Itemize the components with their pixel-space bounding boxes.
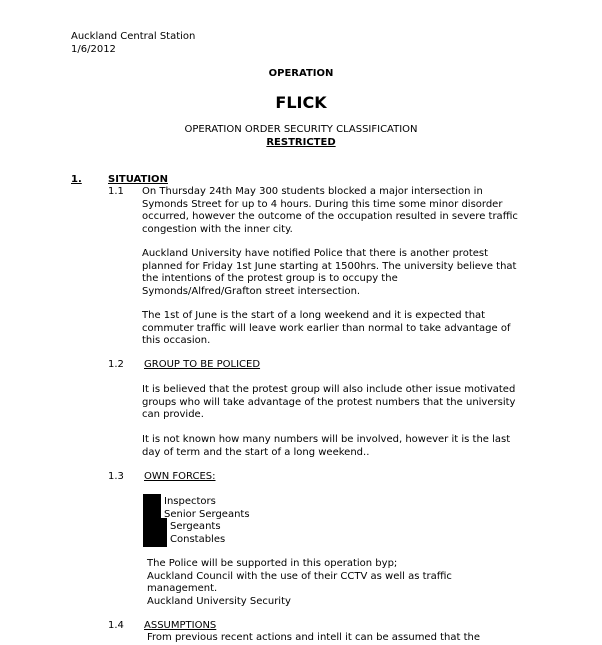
header-location: Auckland Central Station bbox=[71, 31, 196, 42]
subsection-number-1-4: 1.4 bbox=[108, 620, 124, 631]
s12-p2-line: day of term and the start of a long weekend.. bbox=[142, 446, 370, 458]
s12-p1-line: can provide. bbox=[142, 409, 204, 420]
s14-partial-line: From previous recent actions and intell it can be assumed that the bbox=[147, 632, 481, 643]
subsection-heading-1-3: OWN FORCES: bbox=[144, 471, 216, 482]
s11-p2-line: Auckland University have notified Police that there is another protest bbox=[142, 248, 489, 259]
subsection-number-1-2: 1.2 bbox=[108, 359, 124, 370]
forces-item: Constables bbox=[170, 533, 226, 545]
support-line: The Police will be supported in this operation byp; bbox=[147, 558, 398, 569]
redaction-block bbox=[143, 494, 161, 518]
s11-p3-line: The 1st of June is the start of a long weekend and it is expected that bbox=[142, 310, 486, 321]
header-date: 1/6/2012 bbox=[71, 44, 116, 55]
classification-value: RESTRICTED bbox=[266, 137, 336, 148]
section-heading: SITUATION bbox=[108, 174, 168, 185]
s12-p2-line: It is not known how many numbers will be involved, however it is the last bbox=[142, 434, 511, 445]
forces-item: Senior Sergeants bbox=[164, 508, 250, 520]
forces-item: Inspectors bbox=[164, 496, 216, 507]
section-number: 1. bbox=[71, 174, 82, 185]
support-line: management. bbox=[147, 583, 218, 594]
subsection-number-1-3: 1.3 bbox=[108, 471, 124, 482]
subsection-heading-1-2: GROUP TO BE POLICED bbox=[144, 359, 261, 370]
redaction-block bbox=[143, 518, 167, 547]
s12-p1-line: groups who will take advantage of the protest numbers that the university bbox=[142, 396, 516, 408]
subsection-heading-1-4: ASSUMPTIONS bbox=[144, 620, 217, 631]
s11-p2-line: Symonds/Alfred/Grafton street intersection. bbox=[142, 285, 361, 297]
s11-p3-line: this occasion. bbox=[142, 335, 211, 346]
classification-label: OPERATION ORDER SECURITY CLASSIFICATION bbox=[184, 124, 418, 135]
forces-item: Sergeants bbox=[170, 521, 221, 532]
s11-p1-line: Symonds Street for up to 4 hours. During this time some minor disorder bbox=[142, 198, 503, 210]
operation-label: OPERATION bbox=[268, 68, 334, 79]
operation-name: FLICK bbox=[275, 93, 327, 112]
s11-p3-line: commuter traffic will leave work earlier than normal to take advantage of bbox=[142, 322, 511, 334]
s12-p1-line: It is believed that the protest group will also include other issue motivated bbox=[142, 384, 516, 395]
s11-p1-line: On Thursday 24th May 300 students blocked a major intersection in bbox=[142, 186, 483, 197]
support-line: Auckland Council with the use of their CCTV as well as traffic bbox=[147, 570, 452, 582]
subsection-number-1-1: 1.1 bbox=[108, 186, 124, 197]
s11-p2-line: the intentions of the protest group is to occupy the bbox=[142, 273, 398, 284]
s11-p2-line: planned for Friday 1st June starting at 1500hrs. The university believe that bbox=[142, 260, 517, 272]
s11-p1-line: congestion with the inner city. bbox=[142, 223, 293, 235]
support-line: Auckland University Security bbox=[147, 595, 291, 607]
s11-p1-line: occurred, however the outcome of the occupation resulted in severe traffic bbox=[142, 211, 518, 222]
